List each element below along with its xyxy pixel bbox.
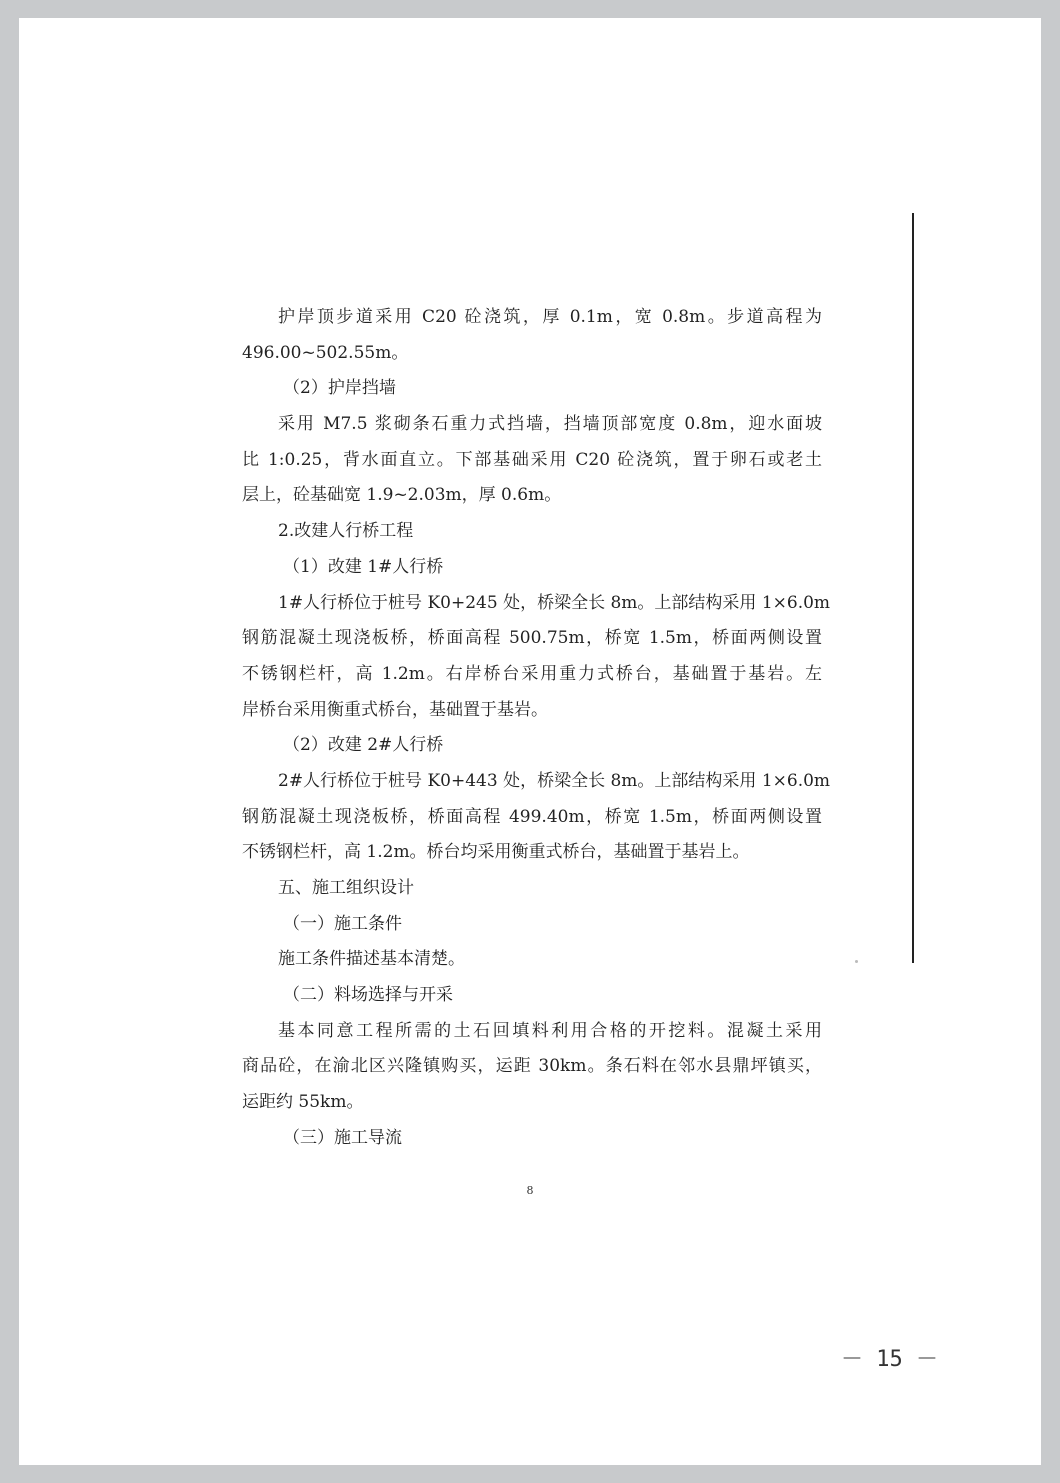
paragraph-line: 采用 M7.5 浆砌条石重力式挡墙，挡墙顶部宽度 0.8m，迎水面坡 (278, 414, 822, 435)
subsection-heading: （2）护岸挡墙 (283, 378, 396, 399)
paragraph-line: 496.00~502.55m。 (242, 342, 409, 363)
paragraph-line: 层上，砼基础宽 1.9~2.03m，厚 0.6m。 (242, 485, 562, 506)
subsection-heading: （2）改建 2#人行桥 (283, 735, 444, 756)
paragraph-line: 2#人行桥位于桩号 K0+443 处，桥梁全长 8m。上部结构采用 1×6.0m (278, 770, 831, 791)
section-heading: 2.改建人行桥工程 (278, 521, 414, 542)
paragraph-line: 基本同意工程所需的土石回填料利用合格的开挖料。混凝土采用 (278, 1020, 822, 1041)
document-page (19, 18, 1041, 1465)
subsection-heading: （二）料场选择与开采 (283, 985, 453, 1006)
paragraph-line: 钢筋混凝土现浇板桥，桥面高程 499.40m，桥宽 1.5m，桥面两侧设置 (242, 806, 822, 827)
scan-speck (855, 960, 858, 963)
section-heading: 五、施工组织设计 (278, 878, 414, 898)
paragraph-line: 1#人行桥位于桩号 K0+245 处，桥梁全长 8m。上部结构采用 1×6.0m (278, 592, 831, 613)
subsection-heading: （三）施工导流 (283, 1127, 402, 1148)
paragraph-line: 岸桥台采用衡重式桥台，基础置于基岩。 (242, 699, 548, 720)
paragraph-line: 护岸顶步道采用 C20 砼浇筑，厚 0.1m，宽 0.8m。步道高程为 (278, 307, 822, 327)
paragraph-line: 钢筋混凝土现浇板桥，桥面高程 500.75m，桥宽 1.5m，桥面两侧设置 (242, 628, 822, 649)
paragraph-line: 施工条件描述基本清楚。 (278, 949, 465, 970)
paragraph-line: 比 1:0.25，背水面直立。下部基础采用 C20 砼浇筑，置于卵石或老土 (242, 449, 822, 470)
paragraph-line: 不锈钢栏杆，高 1.2m。右岸桥台采用重力式桥台，基础置于基岩。左 (242, 663, 822, 684)
binding-margin-line (912, 213, 914, 963)
paragraph-line: 运距约 55km。 (242, 1092, 364, 1113)
subsection-heading: （1）改建 1#人行桥 (283, 556, 444, 577)
paragraph-line: 不锈钢栏杆，高 1.2m。桥台均采用衡重式桥台，基础置于基岩上。 (242, 842, 750, 863)
inner-page-number: 8 (526, 1184, 534, 1197)
outer-page-number: － 15 － (841, 1347, 938, 1372)
document-body (242, 300, 831, 1157)
paragraph-line: 商品砼，在渝北区兴隆镇购买，运距 30km。条石料在邻水县鼎坪镇买， (242, 1056, 822, 1077)
subsection-heading: （一）施工条件 (283, 913, 402, 934)
